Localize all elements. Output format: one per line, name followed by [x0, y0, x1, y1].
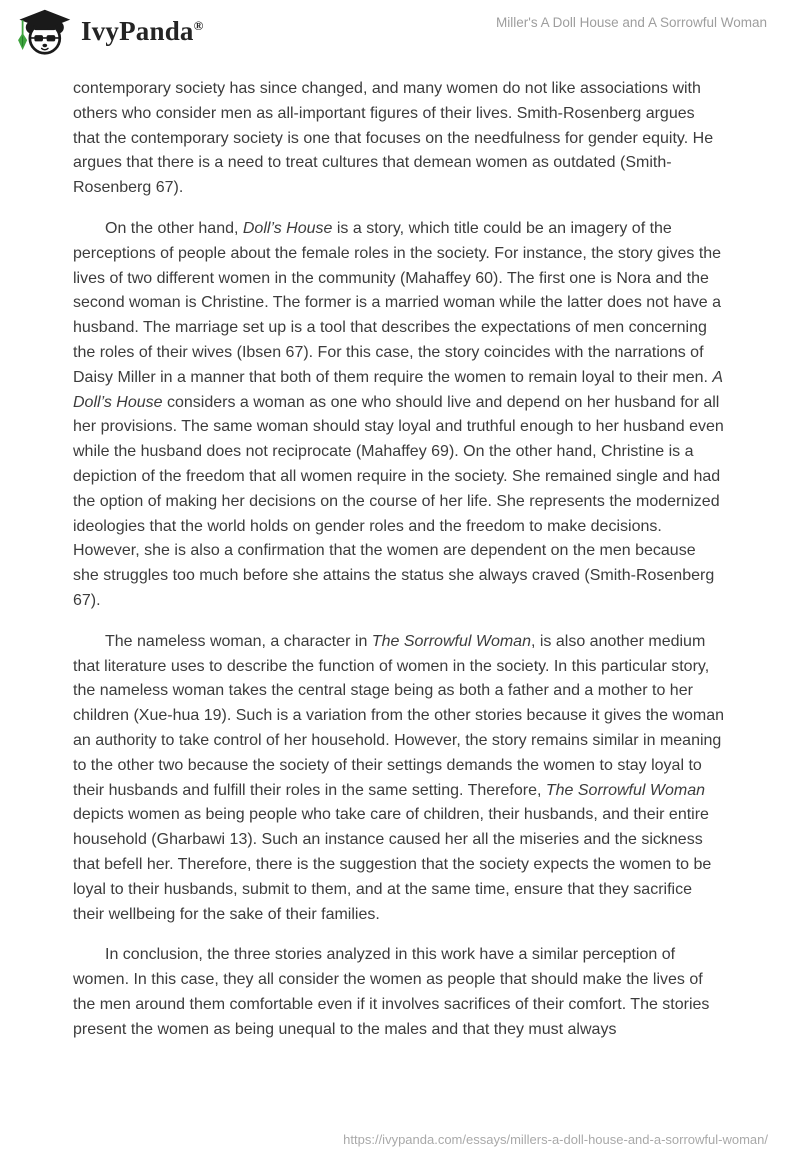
paragraph-text: In conclusion, the three stories analyzed in this work have a similar perception of women. In this case, they all consider the women as people that should make the lives of the men around them comfortable even if it involves sacrifices of their comfort. The stories present the women as being unequal to the males and that they must always [73, 946, 710, 1038]
source-url[interactable]: https://ivypanda.com/essays/millers-a-doll-house-and-a-sorrowful-woman/ [343, 1132, 768, 1147]
document-title: Miller's A Doll House and A Sorrowful Woman [496, 15, 767, 30]
paragraph [73, 77, 724, 201]
page-header [0, 0, 800, 63]
book-title-italic: A Doll’s House [73, 368, 723, 411]
brand [14, 5, 204, 57]
paragraph-text: is a story, which title could be an imagery of the perceptions of people about the female roles in the society. For instance, the story gives the lives of two different women in the community (Mahaffey 60). The first one is Nora and the second woman is Christine. The former is a married woman while the latter does not have a husband. The marriage set up is a tool that describes the expectations of men concerning the roles of their wives (Ibsen 67). For this case, the story coincides with the narrations of Daisy Miller in a manner that both of them require the women to remain loyal to their men. [73, 219, 722, 386]
paragraph [73, 630, 724, 928]
panda-graduation-cap-icon [14, 5, 72, 57]
book-title-italic: The Sorrowful Woman [545, 781, 706, 799]
paragraph-text: , is also another medium that literature uses to describe the function of women in the society. In this particular story, the nameless woman takes the central stage being as both a father and a mother to her children (Xue-hua 19). Such is a variation from the other stories because it gives the woman an authority to take control of her household. However, the story remains similar in meaning to the other two because the society of their settings demands the women to stay loyal to their husbands and fulfill their roles in the same setting. Therefore, [73, 632, 724, 799]
paragraph [73, 943, 724, 1042]
paragraph-text: The nameless woman, a character in [105, 632, 372, 650]
paragraph [73, 217, 724, 614]
book-title-italic: The Sorrowful Woman [371, 632, 531, 650]
brand-name: IvyPanda® [81, 16, 204, 46]
page-footer [343, 1132, 768, 1147]
article-body [73, 77, 724, 1042]
paragraph-text: depicts women as being people who take care of children, their husbands, and their entire household (Gharbawi 13). Such an instance caused her all the miseries and the sickness that befell her. Therefore, there is the suggestion that the society expects the women to be loyal to their husbands, submit to them, and at the same time, ensure that they sacrifice their wellbeing for the sake of their families. [73, 806, 712, 923]
paragraph-text: considers a woman as one who should live and depend on her husband for all her provisions. The same woman should stay loyal and truthful enough to her husband even while the husband does not reciprocate (Mahaffey 69). On the other hand, Christine is a depiction of the freedom that all women require in the society. She remained single and had the option of making her decisions on the course of her life. She represents the modernized ideologies that the world holds on gender roles and the freedom to make decisions. However, she is also a confirmation that the women are dependent on the men because she struggles too much before she attains the status she always craved (Smith-Rosenberg 67). [73, 393, 724, 609]
book-title-italic: Doll’s House [242, 219, 333, 237]
registered-mark: ® [193, 18, 204, 33]
paragraph-text: contemporary society has since changed, and many women do not like associations with others who consider men as all-important figures of their lives. Smith-Rosenberg argues that the contemporary society is one that focuses on the needfulness for gender equity. He argues that there is a need to treat cultures that demean women as outdated (Smith-Rosenberg 67). [73, 80, 714, 197]
paragraph-text: On the other hand, [105, 219, 243, 237]
